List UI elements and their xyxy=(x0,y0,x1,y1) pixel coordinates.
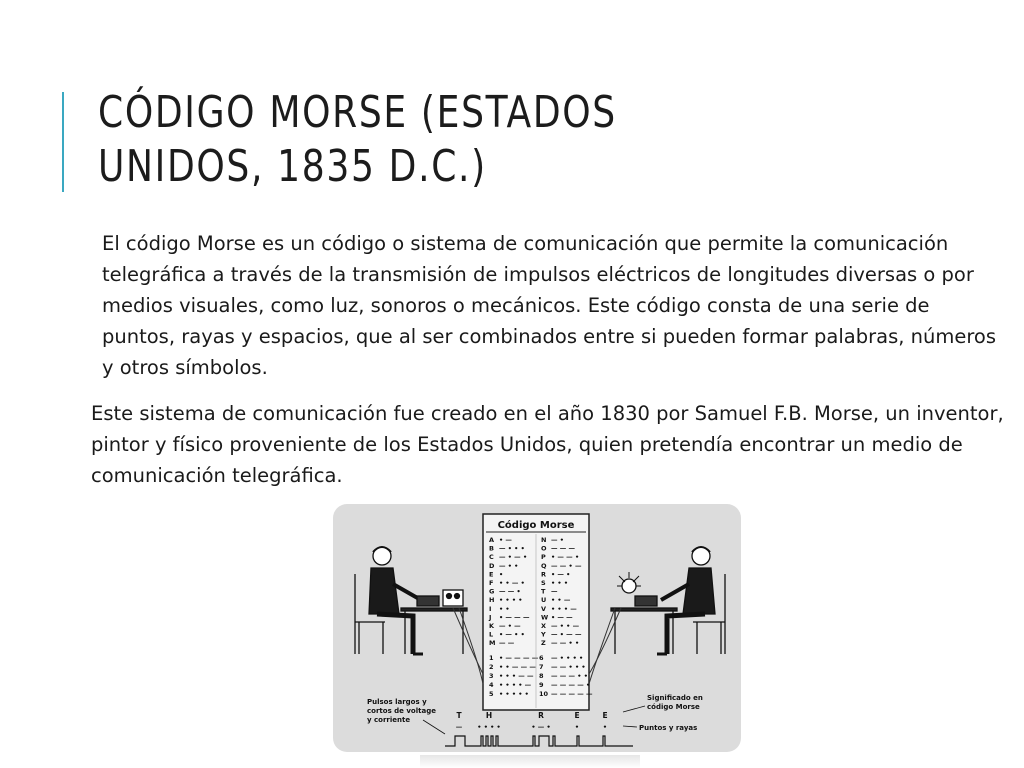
morse-letter: E xyxy=(489,570,494,579)
morse-code: • — • xyxy=(551,570,571,579)
morse-code: — • • xyxy=(499,561,519,570)
morse-code: — • • • • xyxy=(551,654,584,662)
morse-letter: N xyxy=(541,536,547,544)
paragraph-history: Este sistema de comunicación fue creado en el año 1830 por Samuel F.B. Morse, un inventor, pintor y físico proveniente de los Estados Unidos, quien pretendía encontrar un medio de comunicación telegráfica. xyxy=(91,402,1004,487)
morse-code: • • — • xyxy=(499,579,525,587)
pulse-waveform xyxy=(445,736,633,746)
caption-meaning: Significado en código Morse xyxy=(647,694,703,711)
caption-dots-dashes: Puntos y rayas xyxy=(639,724,698,732)
signal-mark: — xyxy=(455,723,463,731)
morse-letter: W xyxy=(541,613,549,622)
morse-code: — — • xyxy=(499,587,521,596)
left-operator-figure xyxy=(355,547,467,654)
morse-letter: K xyxy=(489,622,495,630)
morse-digit: 1 xyxy=(489,654,494,662)
morse-code: • — — • xyxy=(551,553,580,562)
morse-letter: V xyxy=(541,604,547,613)
morse-letter: Q xyxy=(541,561,547,570)
signal-mark: • • • • xyxy=(477,723,501,731)
morse-letter: O xyxy=(541,544,547,553)
morse-code: — — • • xyxy=(551,639,580,648)
morse-code: • • • — — xyxy=(499,672,534,680)
morse-chart-title: Código Morse xyxy=(497,520,575,531)
morse-code: • • • • xyxy=(499,596,523,605)
morse-digit: 9 xyxy=(539,681,544,689)
morse-letter: X xyxy=(541,622,547,630)
morse-letter: S xyxy=(541,579,546,587)
morse-letter: B xyxy=(489,544,494,553)
morse-code: • • • • — xyxy=(499,681,532,689)
morse-letter: G xyxy=(489,587,495,596)
morse-letter: Y xyxy=(541,630,546,639)
signal-mark: • — • xyxy=(531,723,551,731)
morse-digit: 4 xyxy=(489,681,494,689)
morse-digit: 2 xyxy=(489,663,494,671)
title-accent-bar xyxy=(62,92,64,192)
morse-code: • — — xyxy=(551,613,573,622)
morse-code: — — — — — xyxy=(551,690,593,698)
signal-letters xyxy=(456,711,608,731)
morse-code: — — — — • xyxy=(551,681,591,689)
morse-code: — — • — xyxy=(551,561,582,570)
morse-code: • • — — — xyxy=(499,663,536,671)
morse-letter: I xyxy=(489,604,492,613)
morse-code: • • • xyxy=(551,579,568,587)
signal-letter: E xyxy=(574,711,580,720)
morse-code: — • — • xyxy=(499,553,528,562)
morse-code: — — — xyxy=(551,544,576,553)
morse-code: • — — — — xyxy=(499,654,539,662)
morse-code: — • • — xyxy=(551,622,580,630)
morse-letter: F xyxy=(489,579,494,587)
morse-code: — • • • xyxy=(499,544,525,553)
morse-code: — — — • • xyxy=(551,672,588,680)
morse-code: • — xyxy=(499,536,512,544)
signal-mark: • xyxy=(574,723,580,731)
signal-letter: H xyxy=(485,711,493,720)
morse-letter: C xyxy=(489,553,494,562)
morse-code: — • — — xyxy=(551,630,582,639)
morse-digit: 8 xyxy=(539,672,544,680)
morse-letter: M xyxy=(489,639,496,648)
morse-digit: 5 xyxy=(489,690,494,698)
slide-title: CÓDIGO MORSE (ESTADOS UNIDOS, 1835 D.C.) xyxy=(98,87,617,192)
signal-mark: • xyxy=(602,723,608,731)
figure-reflection xyxy=(420,755,640,768)
morse-letter: D xyxy=(489,561,495,570)
morse-letter: R xyxy=(541,570,547,579)
paragraph-definition: El código Morse es un código o sistema de comunicación que permite la comunicación telegráfica a través de la transmisión de impulsos eléctricos de longitudes diversas o por medios visuales, como luz, sonoros o mecánicos. Este código consta de una serie de puntos, rayas y espacios, que al ser combinados entre si pueden formar palabras, números y otros símbolos. xyxy=(102,232,997,379)
morse-letter: J xyxy=(489,613,492,622)
right-operator-figure xyxy=(611,547,725,654)
morse-letter: A xyxy=(489,536,495,544)
morse-code: — • xyxy=(551,536,564,544)
signal-letter: T xyxy=(456,711,462,720)
morse-illustration xyxy=(333,504,741,752)
signal-letter: R xyxy=(538,711,544,720)
morse-code: • — • • xyxy=(499,630,525,639)
morse-letter: Z xyxy=(541,639,546,648)
morse-letter: L xyxy=(489,630,494,639)
morse-code: • xyxy=(499,570,504,579)
morse-letter: T xyxy=(541,587,546,596)
morse-code: • — — — xyxy=(499,613,530,622)
morse-code: • • xyxy=(499,604,510,613)
morse-letter: H xyxy=(489,596,495,605)
morse-letter: P xyxy=(541,553,546,562)
morse-digit: 10 xyxy=(539,690,549,698)
morse-digit: 6 xyxy=(539,654,544,662)
morse-code: • • • • • xyxy=(499,690,529,698)
morse-code: — — xyxy=(499,639,515,648)
caption-pulses: Pulsos largos y cortos de voltage y corriente xyxy=(367,698,436,724)
morse-digit: 7 xyxy=(539,663,544,671)
morse-code: — • — xyxy=(499,622,521,630)
morse-letter: U xyxy=(541,596,547,605)
morse-code: — — • • • xyxy=(551,663,586,671)
morse-code: • • • — xyxy=(551,604,577,613)
morse-code: — xyxy=(551,587,558,596)
morse-code: • • — xyxy=(551,596,571,605)
morse-digit: 3 xyxy=(489,672,494,680)
signal-letter: E xyxy=(602,711,608,720)
